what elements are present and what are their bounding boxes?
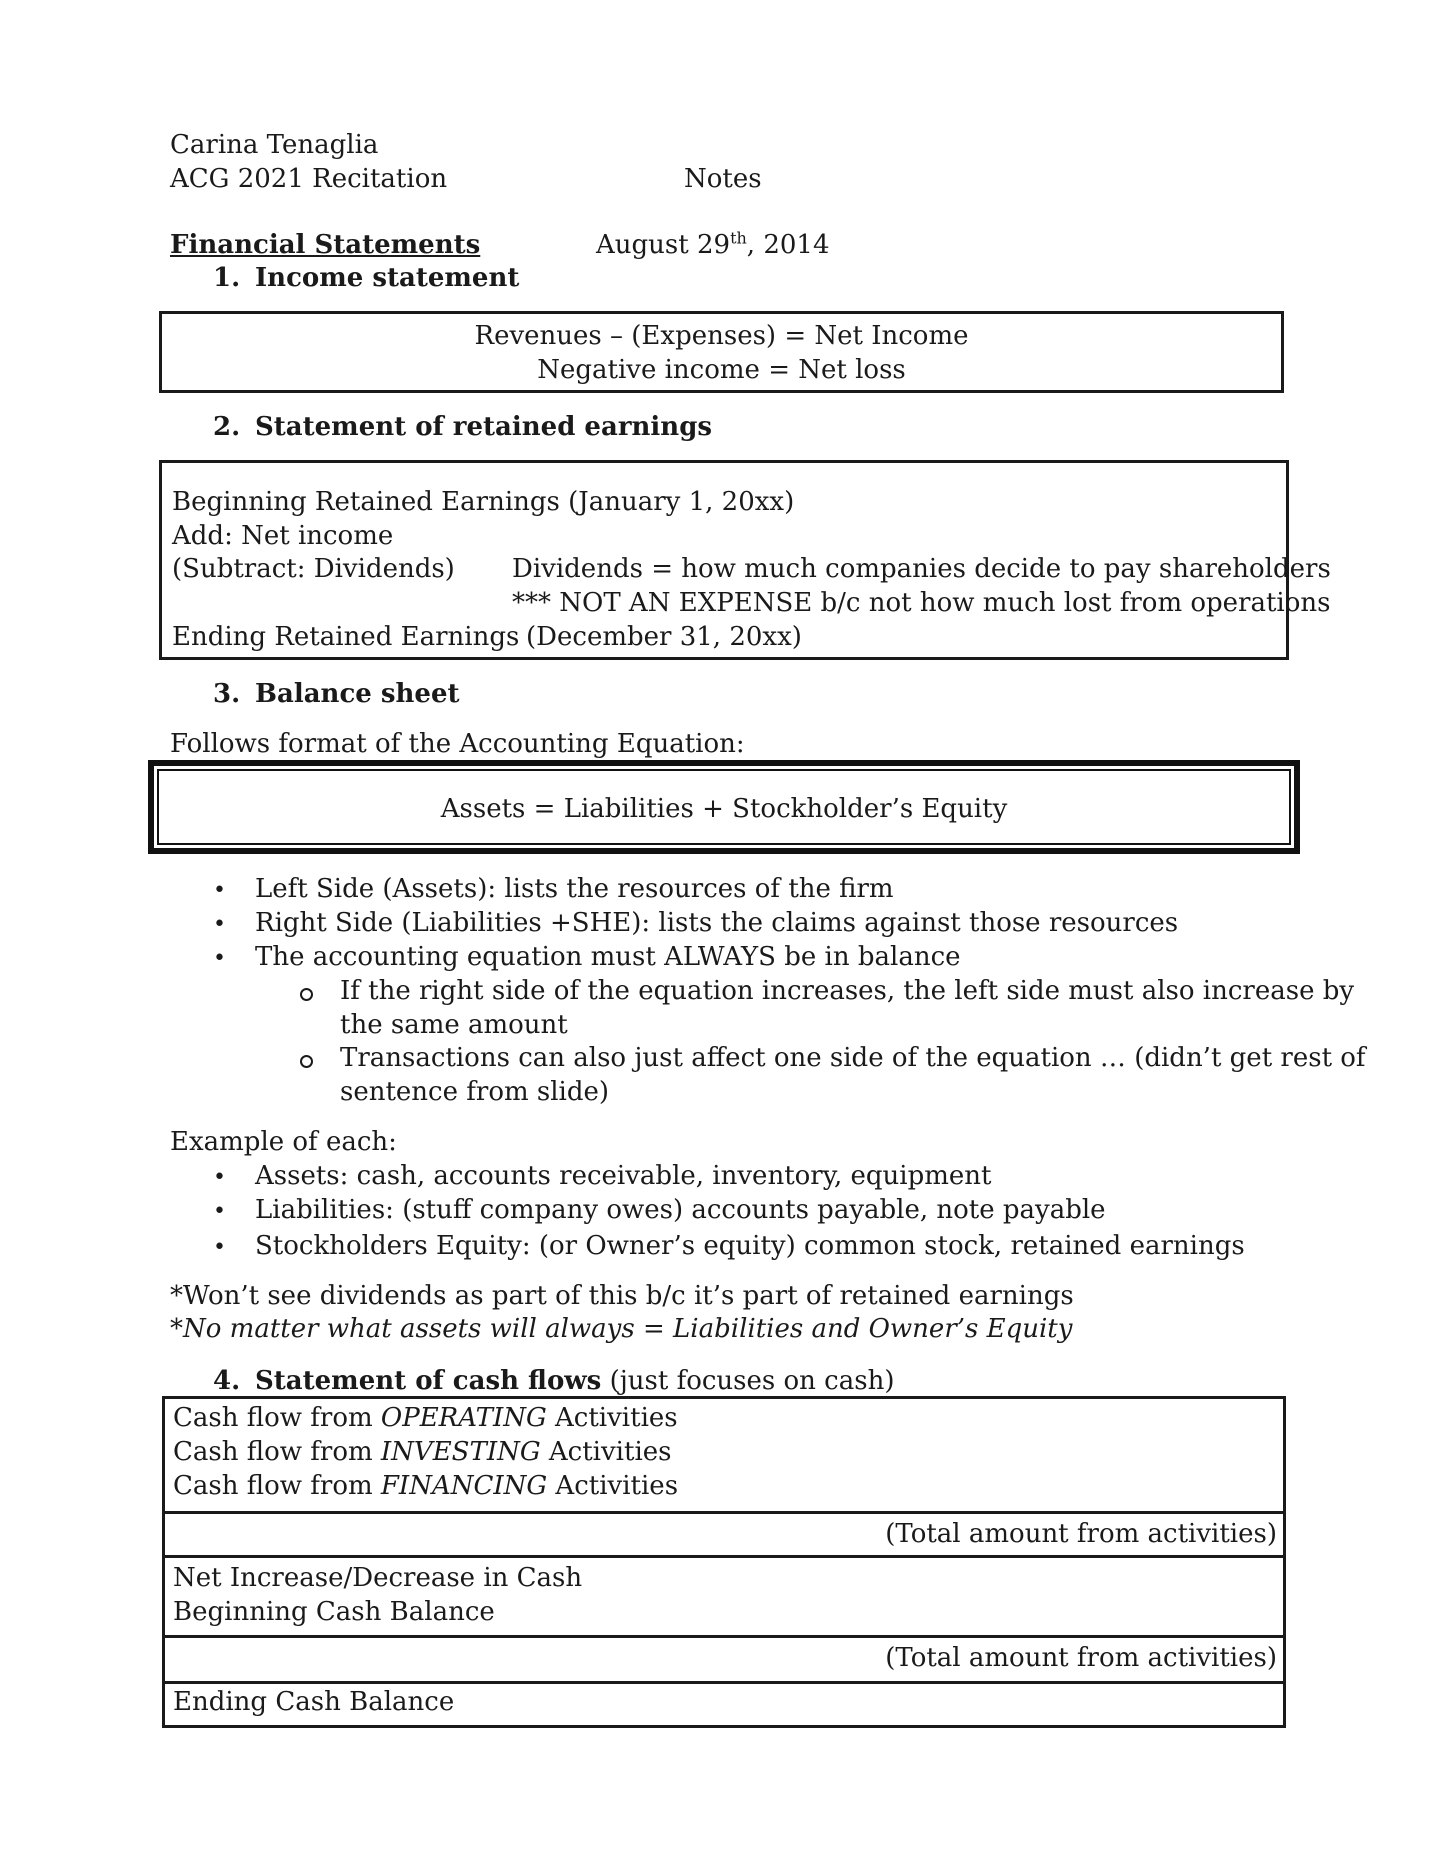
example-assets: Assets: cash, accounts receivable, inventory, equipment [255, 1161, 992, 1191]
example-equity: Stockholders Equity: (or Owner’s equity) common stock, retained earnings [255, 1231, 1245, 1261]
income-statement-box [159, 311, 1284, 393]
sub-bullet-2-line2: sentence from slide) [340, 1077, 610, 1107]
cash-flow-total-row-2 [165, 1635, 1283, 1684]
ending-retained-earnings: Ending Retained Earnings [172, 622, 520, 652]
author-name: Carina Tenaglia [170, 130, 379, 160]
dividends-footnote: *Won’t see dividends as part of this b/c it’s part of retained earnings [170, 1281, 1074, 1311]
add-net-income: Add: Net income [172, 521, 394, 551]
bullet-icon: • [213, 1165, 226, 1190]
date: August 29th, 2014 [596, 228, 830, 260]
section-1-number: 1. [213, 263, 241, 293]
circle-bullet-icon [300, 988, 313, 1001]
example-liabilities: Liabilities: (stuff company owes) accounts payable, note payable [255, 1195, 1106, 1225]
cf-operating: Cash flow from OPERATING Activities [173, 1403, 678, 1433]
cash-flow-total-row-1 [165, 1511, 1283, 1558]
bullet-balance: The accounting equation must ALWAYS be in balance [255, 942, 961, 972]
net-increase-decrease: Net Increase/Decrease in Cash [173, 1563, 583, 1593]
total-from-activities-1: (Total amount from activities) [885, 1519, 1277, 1549]
beginning-retained-earnings: Beginning Retained Earnings (January 1, 20xx) [172, 487, 795, 517]
bullet-icon: • [213, 946, 226, 971]
circle-bullet-icon [300, 1055, 313, 1068]
accounting-equation: Assets = Liabilities + Stockholder’s Equity [440, 794, 1008, 824]
balance-sheet-intro: Follows format of the Accounting Equation: [170, 729, 745, 759]
section-3-title: Balance sheet [255, 679, 460, 709]
sub-bullet-2-line1: Transactions can also just affect one side of the equation … (didn’t get rest of [340, 1043, 1366, 1073]
cf-financing: Cash flow from FINANCING Activities [173, 1471, 679, 1501]
section-4-title: Statement of cash flows [255, 1366, 602, 1396]
section-4-heading [255, 1364, 894, 1398]
equation-footnote: *No matter what assets will always = Liabilities and Owner’s Equity [170, 1314, 1073, 1344]
cash-flow-table [162, 1396, 1286, 1728]
doc-type: Notes [684, 164, 762, 194]
section-1-title: Income statement [255, 263, 520, 293]
ending-cash-balance: Ending Cash Balance [173, 1687, 455, 1717]
bullet-icon: • [213, 912, 226, 937]
topic-title: Financial Statements [170, 230, 481, 260]
bullet-icon: • [213, 1235, 226, 1260]
section-4-number: 4. [213, 1366, 241, 1396]
bullet-left-side: Left Side (Assets): lists the resources of the firm [255, 874, 894, 904]
section-2-title: Statement of retained earnings [255, 412, 713, 442]
income-formula: Revenues – (Expenses) = Net Income [474, 321, 969, 351]
accounting-equation-box [148, 760, 1300, 854]
bullet-icon: • [213, 878, 226, 903]
subtract-dividends: (Subtract: Dividends) [172, 554, 455, 584]
total-from-activities-2: (Total amount from activities) [885, 1643, 1277, 1673]
section-3-number: 3. [213, 679, 241, 709]
dividends-definition: Dividends = how much companies decide to pay shareholders [512, 554, 1331, 584]
example-heading: Example of each: [170, 1127, 397, 1157]
section-4-title-suffix: (just focuses on cash) [601, 1366, 895, 1396]
section-2-number: 2. [213, 412, 241, 442]
bullet-icon: • [213, 1199, 226, 1224]
course-name: ACG 2021 Recitation [170, 164, 448, 194]
retained-earnings-box [159, 460, 1331, 660]
cash-flow-activities-row [165, 1399, 1283, 1514]
sub-bullet-1-line1: If the right side of the equation increases, the left side must also increase by [340, 976, 1355, 1006]
beginning-cash-balance: Beginning Cash Balance [173, 1597, 495, 1627]
cash-flow-net-row [165, 1555, 1283, 1638]
cf-investing: Cash flow from INVESTING Activities [173, 1437, 672, 1467]
ending-date: (December 31, 20xx) [526, 622, 802, 652]
dividends-note: *** NOT AN EXPENSE b/c not how much lost from operations [512, 588, 1331, 618]
sub-bullet-1-line2: the same amount [340, 1010, 568, 1040]
net-loss-formula: Negative income = Net loss [537, 355, 906, 385]
bullet-right-side: Right Side (Liabilities +SHE): lists the claims against those resources [255, 908, 1179, 938]
